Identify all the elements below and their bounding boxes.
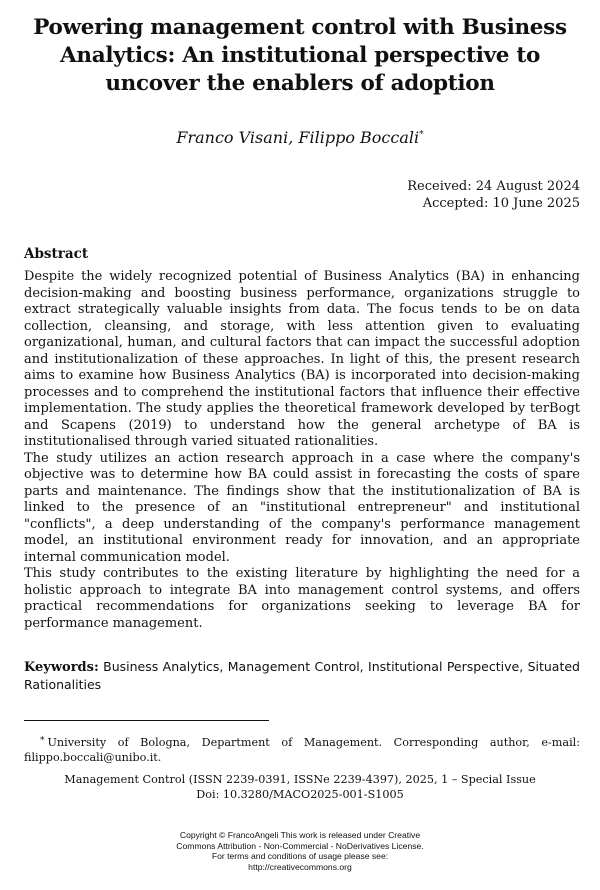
paper-title (20, 14, 580, 98)
abstract-heading: Abstract (24, 246, 89, 262)
keywords (24, 659, 580, 693)
copyright-link: http://creativecommons.org (248, 861, 352, 872)
copyright-line: Commons Attribution - Non-Commercial - NoDerivatives License. (176, 840, 424, 851)
abstract-body (24, 269, 580, 632)
title-line: uncover the enablers of adoption (105, 71, 495, 96)
copyright-line: Copyright © FrancoAngeli This work is released under Creative (179, 830, 421, 840)
author-names: Franco Visani, Filippo Boccali (176, 128, 420, 147)
submission-dates (407, 178, 580, 212)
footnote-divider (24, 720, 269, 721)
copyright-line: For terms and conditions of usage please see: (211, 851, 389, 861)
journal-info (0, 772, 600, 802)
abstract-paragraph: Despite the widely recognized potential of Business Analytics (BA) in enhancing decision-making and boosting business performance, organizations struggle to extract strategically valuable insights from data. The focus tends to be on data collection, cleansing, and storage, with less attention given to evaluating organizational, human, and cultural factors that can impact the successful adoption and institutionalization of these approaches. In light of this, the present research aims to examine how Business Analytics (BA) is incorporated into decision-making processes and to comprehend the institutional factors that influence their effective implementation. The study applies the theoretical framework developed by terBogt and Scapens (2019) to understand how the general archetype of BA is institutionalised through varied situated rationalities. (24, 269, 580, 449)
footnote (24, 734, 580, 765)
abstract-paragraph: The study utilizes an action research approach in a case where the company's objective was to determine how BA could assist in forecasting the costs of spare parts and maintenance. The findings show that the institutionalization of BA is linked to the presence of an "institutional entrepreneur" and institutional "conflicts", a deep understanding of the company's performance management model, an institutional environment ready for innovation, and an appropriate internal communication model. (24, 450, 580, 565)
accepted-date: Accepted: 10 June 2025 (422, 196, 580, 211)
author-list (0, 125, 600, 148)
copyright-notice (0, 830, 600, 872)
author-footnote-mark: * (419, 130, 424, 140)
received-date: Received: 24 August 2024 (407, 179, 580, 194)
journal-citation: Management Control (ISSN 2239-0391, ISSNe 2239-4397), 2025, 1 – Special Issue (64, 773, 536, 786)
title-line: Powering management control with Business (33, 15, 567, 40)
footnote-text: University of Bologna, Department of Management. Corresponding author, e-mail: filippo.boccali@unibo.it. (24, 736, 580, 764)
title-line: Analytics: An institutional perspective to (59, 43, 540, 68)
keywords-text: Business Analytics, Management Control, Institutional Perspective, Situated Rationalities (24, 659, 580, 692)
journal-doi: Doi: 10.3280/MACO2025-001-S1005 (196, 788, 404, 801)
footnote-mark: * (40, 736, 45, 746)
keywords-label: Keywords: (24, 660, 99, 675)
abstract-paragraph: This study contributes to the existing literature by highlighting the need for a holistic approach to integrate BA into management control systems, and offers practical recommendations for organizations seeking to leverage BA for performance management. (24, 566, 580, 631)
